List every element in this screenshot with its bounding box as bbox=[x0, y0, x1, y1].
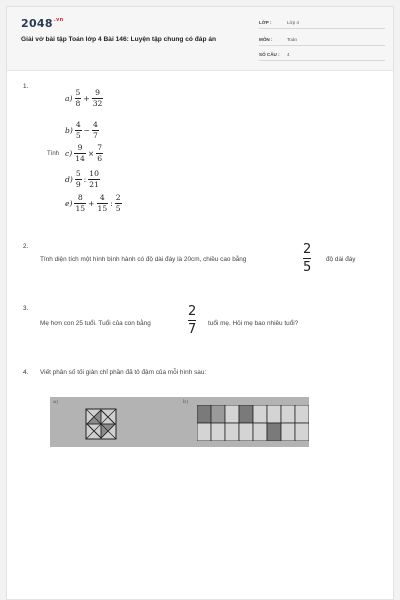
denominator: 14 bbox=[75, 153, 85, 163]
fraction bbox=[97, 194, 109, 212]
document-title: Giải vở bài tập Toán lớp 4 Bài 146: Luyện tập chung có đáp án bbox=[21, 36, 217, 43]
meta-grade bbox=[259, 17, 385, 29]
meta-count bbox=[259, 49, 385, 61]
question-2-number: 2. bbox=[23, 243, 29, 250]
question-4-text: Viết phân số tối giản chỉ phần đã tô đậm của mỗi hình sau: bbox=[40, 369, 207, 376]
fraction bbox=[74, 144, 86, 162]
fraction bbox=[75, 170, 82, 188]
denominator: 15 bbox=[97, 203, 108, 213]
expression-c bbox=[65, 144, 104, 162]
numerator: 5 bbox=[75, 169, 81, 178]
question-2-text: Tính diện tích một hình bình hành có độ dài đáy là 20cm, chiều cao bằng bbox=[40, 256, 247, 263]
expression-e bbox=[65, 194, 123, 212]
denominator: 21 bbox=[89, 179, 99, 189]
question-1-number: 1. bbox=[23, 83, 29, 90]
meta-subject bbox=[259, 34, 385, 46]
numerator: 2 bbox=[303, 242, 312, 257]
logo-suffix: .vn bbox=[53, 17, 64, 23]
expression-label: e) bbox=[65, 198, 73, 208]
document-header bbox=[7, 7, 393, 71]
operator: : bbox=[110, 198, 113, 208]
numerator: 8 bbox=[77, 193, 83, 202]
question-4-number: 4. bbox=[23, 369, 29, 376]
question-2-text-end: độ dài đáy bbox=[326, 256, 356, 263]
denominator: 5 bbox=[303, 260, 312, 275]
numerator: 2 bbox=[115, 193, 121, 202]
question-2-fraction bbox=[303, 243, 311, 274]
expression-label: d) bbox=[65, 174, 73, 184]
denominator: 5 bbox=[75, 130, 81, 140]
denominator: 7 bbox=[93, 130, 98, 140]
question-3-text-end: tuổi mẹ. Hỏi mẹ bao nhiêu tuổi? bbox=[208, 320, 299, 327]
document-page bbox=[6, 6, 394, 600]
numerator: 10 bbox=[89, 169, 99, 178]
fraction bbox=[75, 121, 82, 139]
expression-label: b) bbox=[65, 125, 73, 135]
meta-count-label: SỐ CÂU : bbox=[259, 52, 280, 57]
numerator: 7 bbox=[97, 143, 103, 152]
operator: + bbox=[83, 93, 90, 103]
denominator: 32 bbox=[92, 98, 103, 108]
site-logo[interactable] bbox=[21, 17, 63, 30]
numerator: 2 bbox=[188, 304, 197, 319]
meta-count-value: 4 bbox=[287, 52, 290, 57]
operator: − bbox=[83, 125, 91, 135]
expression-a bbox=[65, 89, 104, 107]
fraction bbox=[96, 144, 103, 162]
operator: : bbox=[83, 174, 87, 184]
logo-text: 2048 bbox=[21, 17, 53, 30]
expression-d bbox=[65, 170, 101, 188]
fraction bbox=[74, 194, 86, 212]
question-3-text: Mẹ hơn con 25 tuổi. Tuổi của con bằng bbox=[40, 320, 151, 327]
expression-label: a) bbox=[65, 93, 73, 103]
expression-label: c) bbox=[65, 148, 73, 158]
denominator: 15 bbox=[75, 203, 86, 213]
expression-b bbox=[65, 121, 100, 139]
question-1-instruction: Tính bbox=[47, 151, 60, 157]
figure-a-square-diagram bbox=[85, 408, 117, 440]
meta-grade-label: LỚP : bbox=[259, 20, 272, 25]
figure-b-label: b) bbox=[183, 399, 189, 405]
question-4-figure-scan bbox=[50, 397, 309, 447]
denominator: 7 bbox=[188, 322, 197, 337]
fraction bbox=[88, 170, 100, 188]
figure-b-grid-diagram bbox=[197, 405, 309, 441]
numerator: 4 bbox=[93, 120, 98, 129]
denominator: 6 bbox=[97, 153, 103, 163]
numerator: 9 bbox=[95, 88, 100, 97]
denominator: 9 bbox=[75, 179, 81, 189]
fraction bbox=[115, 194, 122, 212]
meta-grade-value: Lớp 4 bbox=[287, 20, 299, 25]
operator: + bbox=[88, 198, 95, 208]
numerator: 4 bbox=[99, 193, 105, 202]
question-3-number: 3. bbox=[23, 305, 29, 312]
question-3-fraction bbox=[188, 305, 196, 336]
figure-a-label: a) bbox=[53, 399, 58, 405]
operator: × bbox=[87, 148, 95, 158]
fraction bbox=[92, 89, 104, 107]
denominator: 8 bbox=[75, 98, 81, 108]
numerator: 9 bbox=[77, 143, 83, 152]
numerator: 4 bbox=[75, 120, 81, 129]
meta-subject-label: MÔN : bbox=[259, 37, 273, 42]
numerator: 5 bbox=[75, 88, 81, 97]
fraction bbox=[75, 89, 82, 107]
meta-subject-value: Toán bbox=[287, 37, 297, 42]
denominator: 5 bbox=[115, 203, 121, 213]
fraction bbox=[92, 121, 99, 139]
